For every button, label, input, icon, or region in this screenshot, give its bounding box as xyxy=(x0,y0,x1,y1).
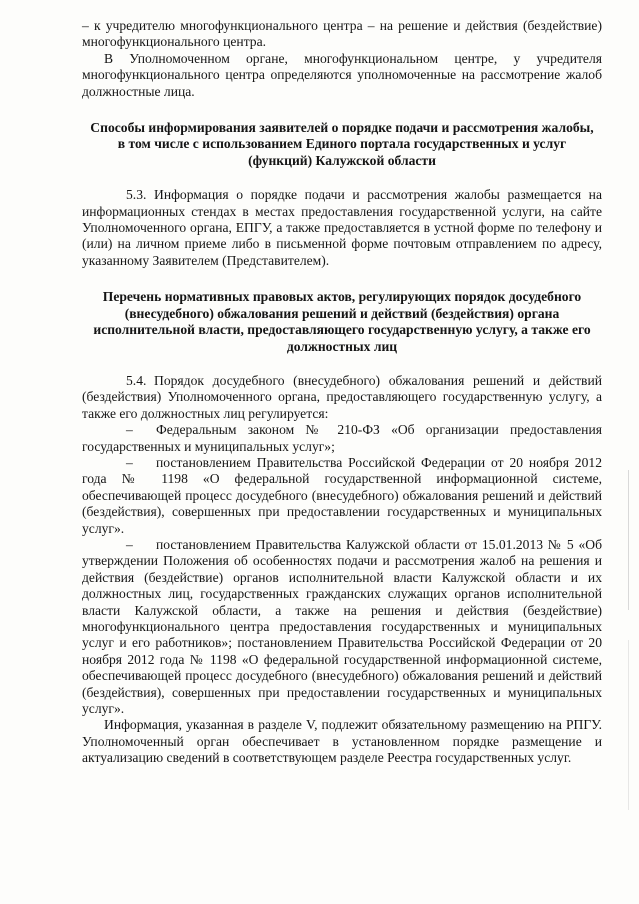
list-item-federal-law xyxy=(82,422,602,455)
paragraph-text: Информация о порядке подачи и рассмотрения жалобы размещается на информационных стендах в местах предоставления государственной услуги, на сайте Уполномоченного органа, ЕПГУ, а также предоставляется в устной форме по телефону и (или) на личном приеме либо в письменной форме почтовым отправлением по адресу, указанному Заявителем (Представителем). xyxy=(82,187,602,268)
list-dash: – xyxy=(126,536,133,552)
paragraph-text: В Уполномоченном органе, многофункциональном центре, у учредителя многофункционального центра определяются уполномоченные на рассмотрение жалоб должностные лица. xyxy=(82,50,602,99)
spacer xyxy=(82,269,602,289)
list-item-government-resolution-1198 xyxy=(82,455,602,537)
paragraph-text: Информация, указанная в разделе V, подлежит обязательному размещению на РПГУ. Уполномоченный орган обеспечивает в установленном порядке размещение и актуализацию сведений в соответствующем разделе Реестра государственных услуг. xyxy=(82,717,602,766)
clause-number: 5.3. xyxy=(126,187,147,203)
section-heading-regulatory-acts: Перечень нормативных правовых актов, регулирующих порядок досудебного (внесудебного) обжалования решений и действий (бездействия) органа исполнительной власти, предоставляющего государственную услугу, а также его должностных лиц xyxy=(93,289,591,354)
section-heading-informing-methods: Способы информирования заявителей о порядке подачи и рассмотрения жалобы, в том числе с использованием Единого портала государственных и услуг (функций) Калужской области xyxy=(90,120,594,168)
paragraph-5-3 xyxy=(82,187,602,269)
paragraph-complaint-to-founder xyxy=(82,18,602,51)
list-item-text: Федеральным законом № 210-ФЗ «Об организации предоставления государственных и муниципальных услуг»; xyxy=(82,422,602,454)
paragraph-text: – к учредителю многофункционального центра – на решение и действия (бездействие) многофункционального центра. xyxy=(82,18,602,50)
paragraph-final-publication xyxy=(82,717,602,766)
list-item-text: постановлением Правительства Российской Федерации от 20 ноября 2012 года № 1198 «О федеральной государственной информационной системе, обеспечивающей процесс досудебного (внесудебного) обжалования решений и действий (бездействия), совершенных при предоставлении государственных и муниципальных услуг». xyxy=(82,454,602,536)
spacer xyxy=(82,100,602,120)
list-item-kaluga-resolution-5 xyxy=(82,537,602,717)
scan-artifact xyxy=(628,470,629,610)
list-item-text: постановлением Правительства Калужской области от 15.01.2013 № 5 «Об утверждении Положения об особенностях подачи и рассмотрения жалоб на решения и действия (бездействие) органов исполнительной власти Калужской области и их должностных лиц, государственных гражданских служащих органов исполнительной власти Калужской области, а также на решения и действия (бездействие) многофункционального центра предоставления государственных и муниципальных услуг и его работников»; постановлением Правительства Российской Федерации от 20 ноября 2012 года № 1198 «О федеральной государственной информационной системе, обеспечивающей процесс досудебного (внесудебного) обжалования решений и действий (бездействия), совершенных при предоставлении государственных и муниципальных услуг». xyxy=(82,536,602,717)
spacer xyxy=(82,355,602,373)
paragraph-text: Порядок досудебного (внесудебного) обжалования решений и действий (бездействия) Уполномоченного органа, предоставляющего государственную услугу, а также его должностных лиц регулируется: xyxy=(82,372,602,421)
list-dash: – xyxy=(126,422,133,438)
list-dash: – xyxy=(126,454,133,470)
paragraph-authorized-officials xyxy=(82,51,602,100)
paragraph-5-4 xyxy=(82,373,602,422)
spacer xyxy=(82,169,602,187)
scan-artifact xyxy=(628,640,629,810)
clause-number: 5.4. xyxy=(126,372,147,388)
